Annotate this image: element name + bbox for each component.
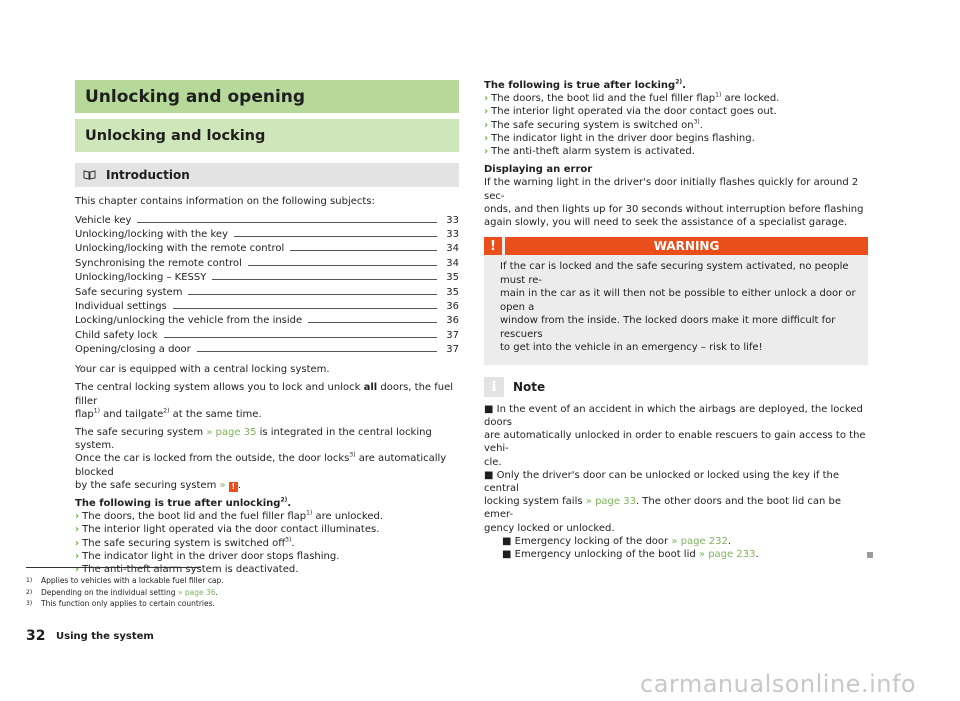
list-item: › The doors, the boot lid and the fuel filler flap$^{1)}$ are locked. [484, 91, 780, 105]
toc-item[interactable]: Unlocking/locking – KESSY 35 [75, 272, 459, 284]
list-item: › The doors, the boot lid and the fuel filler flap$^{1)}$ are unlocked. [75, 509, 384, 523]
error-line: again slowly, you will need to seek the assistance of a specialist garage. [484, 217, 848, 229]
page-link[interactable]: » page 33 [585, 496, 636, 508]
note-header [484, 377, 868, 397]
note-label: Note [513, 379, 546, 394]
list-item: › The interior light operated via the door contact goes out. [484, 106, 777, 118]
lock-title: The following is true after locking$^{2)}$. [484, 78, 686, 91]
page-link[interactable]: » page 36 [177, 587, 216, 597]
footnote: 2) Depending on the individual setting » page 36. [26, 587, 218, 597]
toc-item[interactable]: Individual settings 36 [75, 300, 459, 312]
page-link[interactable]: » page 233 [698, 548, 756, 560]
book-icon [83, 170, 96, 180]
warning-icon: ! [484, 237, 502, 255]
section-end-marker [867, 552, 873, 558]
error-line: onds, and then lights up for 30 seconds without interruption before flashing [484, 203, 864, 215]
intro-text: This chapter contains information on the following subjects: [75, 196, 375, 207]
footnote: 3) This function only applies to certain countries. [26, 599, 215, 608]
error-title: Displaying an error [484, 164, 593, 176]
list-item: › The safe securing system is switched off$^{3)}$. [75, 536, 295, 549]
list-item: › The interior light operated via the door contact illuminates. [75, 524, 380, 536]
error-line: If the warning light in the driver's door initially flashes quickly for around 2 sec- [484, 177, 859, 202]
watermark: carmanualsonline.info [640, 670, 917, 698]
unlock-title: The following is true after unlocking$^{2)}$. [75, 496, 292, 509]
page-link[interactable]: » page 232 [671, 535, 728, 547]
list-item: › The anti-theft alarm system is activated. [484, 146, 695, 158]
toc-item[interactable]: Safe securing system 35 [75, 286, 459, 298]
list-item: › The anti-theft alarm system is deactivated. [75, 563, 299, 575]
chapter-heading: Unlocking and opening [75, 80, 459, 113]
footnote-rule [26, 567, 201, 568]
toc-item[interactable]: Synchronising the remote control 34 [75, 257, 459, 269]
page-link[interactable]: » page 35 [206, 426, 257, 438]
list-item: › The safe securing system is switched $on^{3)}$. [484, 118, 703, 131]
toc-item[interactable]: Vehicle key 33 [75, 214, 459, 226]
toc-item[interactable]: Locking/unlocking the vehicle from the inside 36 [75, 315, 459, 327]
list-item: › The indicator light in the driver door stops flashing. [75, 550, 340, 562]
toc-list [75, 211, 459, 355]
page-number: 32 [26, 628, 46, 644]
section-name: Using the system [56, 631, 154, 642]
footnote: 1) Applies to vehicles with a lockable fuel filler cap. [26, 576, 224, 585]
subsection-heading [75, 163, 459, 187]
note-body: ■ In the event of an accident in which the airbags are deployed, the locked doors are automatically unlocked in order to enable rescuers to gain access to the vehi- cle. ■ Only the driver's door can be unlocked or locked using the key if the central locking system fails » page 33. The other doors and the boot lid can be emer- gency locked or unlocked. ■ Emergency locking of the door » page 232. ■ Emergency unlocking of the boot lid » page 233. [484, 403, 868, 561]
left-column [75, 80, 459, 576]
warning-text: If the car is locked and the safe securing system activated, no people must re- main in the car as it will then not be possible to either unlock a door or open a window from the inside. The locked doors make it more difficult for rescuers to get into the vehicle in an emergency – risk to life! [500, 261, 856, 354]
toc-item[interactable]: Unlocking/locking with the remote control 34 [75, 243, 459, 255]
info-icon: i [484, 377, 504, 397]
warning-label: WARNING [505, 237, 868, 255]
subsection-title: Introduction [106, 168, 190, 182]
warning-box [484, 237, 868, 365]
toc-item[interactable]: Child safety lock 37 [75, 329, 459, 341]
toc-item[interactable]: Opening/closing a door 37 [75, 344, 459, 356]
warning-small-icon: ! [229, 482, 238, 492]
toc-item[interactable]: Unlocking/locking with the key 33 [75, 228, 459, 240]
footnotes [26, 575, 446, 610]
paragraph: The safe securing system » page 35 is integrated in the central locking system. Once the car is locked from the outside, the door locks$^{3)}$ are automatically blocked by the safe securing system » ! . [75, 426, 447, 491]
list-item: › The indicator light in the driver door begins flashing. [484, 132, 755, 144]
section-heading: Unlocking and locking [75, 119, 459, 152]
paragraph: Your car is equipped with a central locking system. [75, 364, 330, 376]
right-column [484, 79, 868, 561]
warning-header [484, 237, 868, 255]
paragraph: The central locking system allows you to lock and unlock all doors, the fuel filler flap$^{1)}$ and tailgate$^{2)}$ at the same time. [75, 382, 454, 420]
page-link[interactable]: » [219, 479, 229, 491]
